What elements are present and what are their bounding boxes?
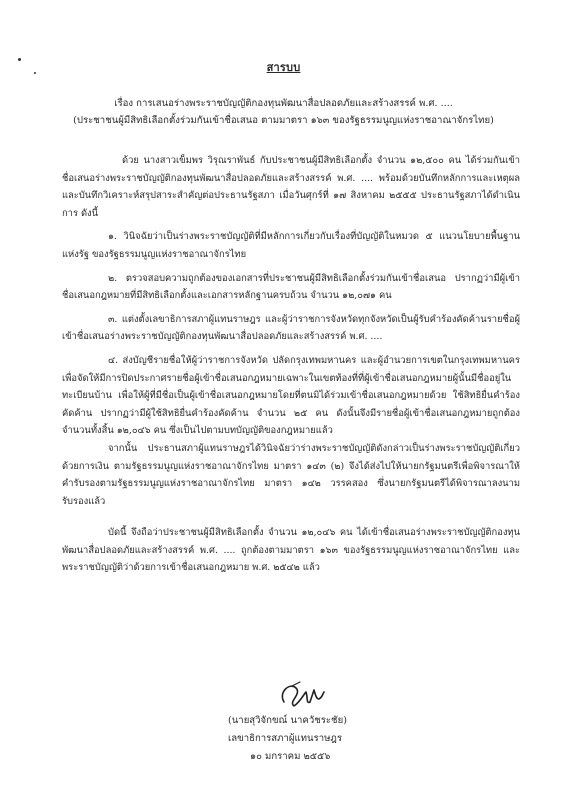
signature-block <box>228 712 448 766</box>
action-item-4: ๔. ส่งบัญชีรายชื่อให้ผู้ว่าราชการจังหวัด ปลัดกรุงเทพมหานคร และผู้อำนวยการเขตในกรุงเทพมหานคร เพื่อจัดให้มีการปิดประกาศรายชื่อผู้เข้าชื่อเสนอกฎหมายเฉพาะในเขตท้องที่ที่ผู้เข้าชื่อเสนอกฎหมายผู้นั้นมีชื่ออยู่ในทะเบียนบ้าน เพื่อให้ผู้ที่มีชื่อเป็นผู้เข้าชื่อเสนอกฎหมายโดยที่ตนมิได้ร่วมเข้าชื่อเสนอกฎหมายด้วย ใช้สิทธิยื่นคำร้องคัดค้าน ปรากฏว่ามีผู้ใช้สิทธิยื่นคำร้องคัดค้าน จำนวน ๒๕ คน ดังนั้นจึงมีรายชื่อผู้เข้าชื่อเสนอกฎหมายถูกต้อง จำนวนทั้งสิ้น ๑๒,๐๔๖ คน ซึ่งเป็นไปตามบทบัญญัติของกฎหมายแล้ว <box>62 354 520 437</box>
action-item-1: ๑. วินิจฉัยว่าเป็นร่างพระราชบัญญัติที่มีหลักการเกี่ยวกับเรื่องที่บัญญัติในหมวด ๕ แนวนโยบายพื้นฐานแห่งรัฐ ของรัฐธรรมนูญแห่งราชอาณาจักรไทย <box>62 231 520 260</box>
subject-subtitle: (ประชาชนผู้มีสิทธิเลือกตั้งร่วมกันเข้าชื่อเสนอ ตามมาตรา ๑๖๓ ของรัฐธรรมนูญแห่งราชอาณาจักรไทย) <box>73 115 494 126</box>
action-item-2: ๒. ตรวจสอบความถูกต้องของเอกสารที่ประชาชนผู้มีสิทธิเลือกตั้งร่วมกันเข้าชื่อเสนอ ปรากฏว่ามีผู้เข้าชื่อเสนอกฎหมายที่มีสิทธิเลือกตั้งและเอกสารหลักฐานครบถ้วน จำนวน ๑๒,๐๗๑ คน <box>62 272 520 302</box>
followup-paragraph: จากนั้น ประธานสภาผู้แทนราษฎรได้วินิจฉัยว่าร่างพระราชบัญญัติดังกล่าวเป็นร่างพระราชบัญญัติเกี่ยวด้วยการเงิน ตามรัฐธรรมนูญแห่งราชอาณาจักรไทย มาตรา ๑๔๓ (๒) จึงได้ส่งไปให้นายกรัฐมนตรีเพื่อพิจารณาให้คำรับรองตามรัฐธรรมนูญแห่งราชอาณาจักรไทย มาตรา ๑๔๒ วรรคสอง ซึ่งนายกรัฐมนตรีได้พิจารณาลงนามรับรองแล้ว <box>62 442 520 507</box>
body-paragraphs <box>62 152 520 577</box>
signatory-title: เลขาธิการสภาผู้แทนราษฎร <box>228 733 343 744</box>
document-date: ๑๐ มกราคม ๒๕๕๖ <box>250 751 331 762</box>
document-heading: สารบบ <box>266 61 301 74</box>
handwritten-signature <box>254 672 344 712</box>
subject-line: เรื่อง การเสนอร่างพระราชบัญญัติกองทุนพัฒนาสื่อปลอดภัยและสร้างสรรค์ พ.ศ. .... <box>114 98 453 109</box>
conclusion-paragraph: บัดนี้ จึงถือว่าประชาชนผู้มีสิทธิเลือกตั้ง จำนวน ๑๒,๐๔๖ คน ได้เข้าชื่อเสนอร่างพระราชบัญญัติกองทุนพัฒนาสื่อปลอดภัยและสร้างสรรค์ พ.ศ. .... ถูกต้องตามมาตรา ๑๖๓ ของรัฐธรรมนูญแห่งราชอาณาจักรไทย และพระราชบัญญัติว่าด้วยการเข้าชื่อเสนอกฎหมาย พ.ศ. ๒๕๔๒ แล้ว <box>62 527 520 574</box>
intro-paragraph: ด้วย นางสาวเข็มพร วิรุณราพันธ์ กับประชาชนผู้มีสิทธิเลือกตั้ง จำนวน ๑๒,๕๐๐ คน ได้ร่วมกันเข้าชื่อเสนอร่างพระราชบัญญัติกองทุนพัฒนาสื่อปลอดภัยและสร้างสรรค์ พ.ศ. .... พร้อมด้วยบันทึกหลักการและเหตุผล และบันทึกวิเคราะห์สรุปสาระสำคัญต่อประธานรัฐสภา เมื่อวันศุกร์ที่ ๑๗ สิงหาคม ๒๕๕๕ ประธานรัฐสภาได้ดำเนินการ ดังนี้ <box>62 155 520 219</box>
signatory-name: (นายสุวิจักขณ์ นาควัชระชัย) <box>228 715 347 726</box>
action-item-3: ๓. แต่งตั้งเลขาธิการสภาผู้แทนราษฎร และผู้ว่าราชการจังหวัดทุกจังหวัดเป็นผู้รับคำร้องคัดค้านรายชื่อผู้เข้าชื่อเสนอร่างพระราชบัญญัติกองทุนพัฒนาสื่อปลอดภัยและสร้างสรรค์ พ.ศ. .... <box>62 313 520 343</box>
